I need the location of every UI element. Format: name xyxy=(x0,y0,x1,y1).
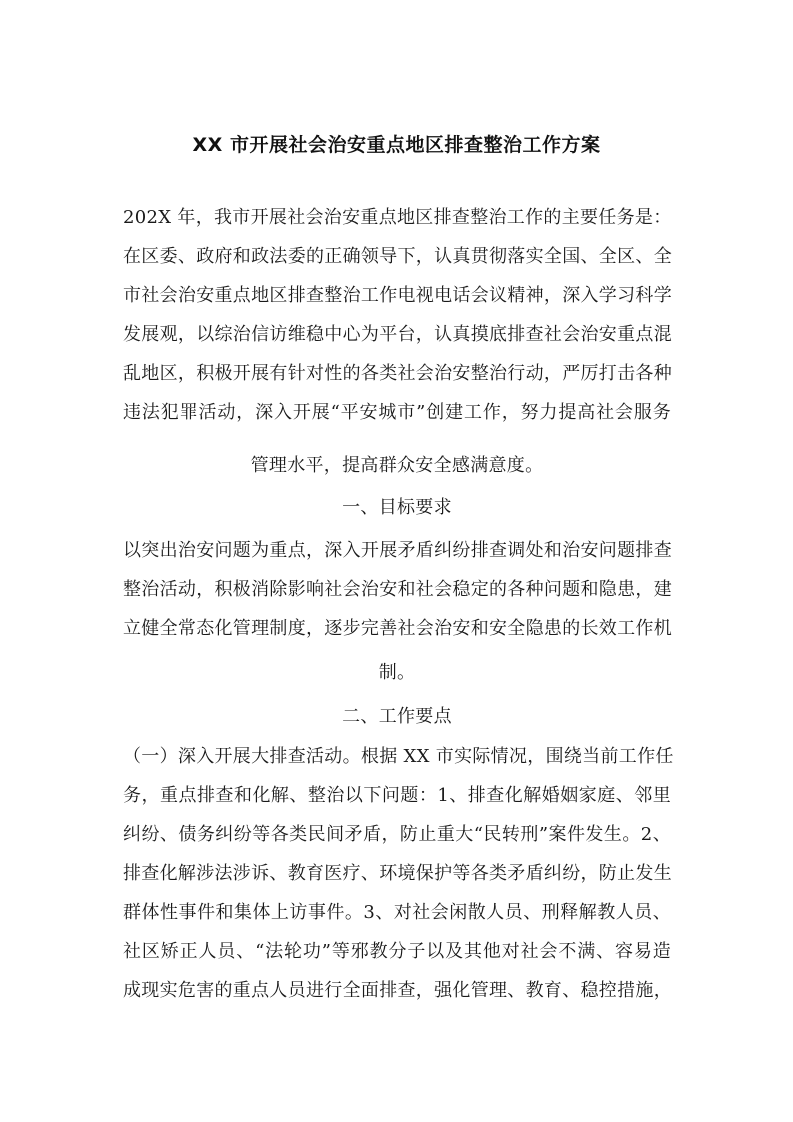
section1-line-1: 以突出治安问题为重点，深入开展矛盾纠纷排查调处和治安问题排查 xyxy=(123,540,672,561)
intro-line-5: 乱地区，积极开展有针对性的各类社会治安整治行动，严厉打击各种 xyxy=(123,363,672,384)
section1-line-4: 制。 xyxy=(378,662,416,683)
intro-line-2: 在区委、政府和政法委的正确领导下，认真贯彻落实全国、全区、全 xyxy=(123,246,672,267)
section1-line-3: 立健全常态化管理制度，逐步完善社会治安和安全隐患的长效工作机 xyxy=(123,618,672,639)
section2-line-7: 成现实危害的重点人员进行全面排查，强化管理、教育、稳控措施， xyxy=(123,980,672,1001)
section2-line-6: 社区矫正人员、“法轮功”等邪教分子以及其他对社会不满、容易造 xyxy=(123,941,671,962)
intro-line-1: 202X 年，我市开展社会治安重点地区排查整治工作的主要任务是： xyxy=(123,207,672,228)
section2-line-4: 排查化解涉法涉诉、教育医疗、环境保护等各类矛盾纠纷，防止发生 xyxy=(123,863,672,884)
section2-line-1: （一）深入开展大排查活动。根据 XX 市实际情况，围绕当前工作任 xyxy=(123,746,674,767)
section2-line-2: 务，重点排查和化解、整治以下问题：1、排查化解婚姻家庭、邻里 xyxy=(123,785,671,806)
section1-line-2: 整治活动，积极消除影响社会治安和社会稳定的各种问题和隐患，建 xyxy=(123,579,672,600)
section2-line-5: 群体性事件和集体上访事件。3、对社会闲散人员、刑释解教人员、 xyxy=(123,902,671,923)
intro-line-3: 市社会治安重点地区排查整治工作电视电话会议精神，深入学习科学 xyxy=(123,285,672,306)
intro-line-7: 管理水平，提高群众安全感满意度。 xyxy=(250,455,544,476)
intro-line-6: 违法犯罪活动，深入开展“平安城市”创建工作，努力提高社会服务 xyxy=(123,402,671,423)
section2-line-3: 纠纷、债务纠纷等各类民间矛盾，防止重大“民转刑”案件发生。2、 xyxy=(123,824,671,845)
document-title: XX 市开展社会治安重点地区排查整治工作方案 xyxy=(192,134,601,156)
section1-heading: 一、目标要求 xyxy=(342,497,452,518)
intro-line-4: 发展观，以综治信访维稳中心为平台，认真摸底排查社会治安重点混 xyxy=(123,324,672,345)
section2-heading: 二、工作要点 xyxy=(342,706,452,727)
